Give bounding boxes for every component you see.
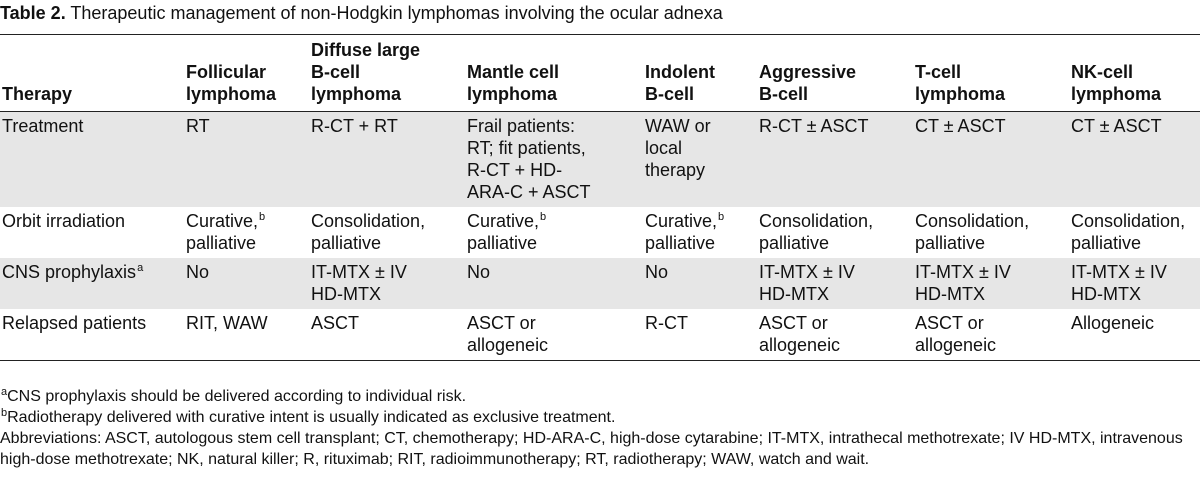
row-label-text: Relapsed patients [2,313,147,333]
cell-text: HD-MTX [915,284,985,304]
table-cell [1071,112,1200,208]
column-header-line: lymphoma [1071,84,1162,104]
table-cell [759,207,915,258]
cell-text: Allogeneic [1071,313,1155,333]
column-header-line: T-cell [915,62,962,82]
cell-text: local [645,138,683,158]
cell-text: palliative [311,233,382,253]
cell-line [759,115,909,137]
cell-text: R-CT ± ASCT [759,116,869,136]
column-header-line: NK-cell [1071,62,1134,82]
table-cell [186,112,311,208]
footnote-b-text: Radiotherapy delivered with curative intent is usually indicated as exclusive treatment. [7,409,616,426]
cell-line [759,334,909,356]
table-cell [645,258,759,309]
footnote-marker: b [540,211,547,223]
table-body [0,112,1200,361]
column-header-line: Therapy [2,84,73,104]
cell-line [1071,115,1194,137]
cell-line [1071,232,1194,254]
column-header [759,35,915,112]
table-container [0,34,1200,361]
footnote-a [0,386,1190,407]
cell-line [1071,312,1194,334]
cell-line [915,283,1065,305]
cell-line [186,261,305,283]
column-header-line: B-cell [311,62,361,82]
table-cell [186,207,311,258]
cell-line [645,261,753,283]
footnote-a-mark: a [1,385,8,398]
cell-text: ASCT or [467,313,536,333]
cell-text: ARA-C + ASCT [467,182,591,202]
table-cell [467,309,645,361]
cell-text: CT ± ASCT [1071,116,1162,136]
cell-line [467,261,639,283]
table-cell [311,309,467,361]
cell-text: RT [186,116,210,136]
cell-text: WAW or [645,116,711,136]
row-label [0,309,186,361]
table-cell [311,112,467,208]
cell-line [645,232,753,254]
cell-line [915,261,1065,283]
cell-line [1071,283,1194,305]
cell-text: Curative, [186,211,259,231]
footnote-b-mark: b [1,406,8,419]
cell-line [645,137,753,159]
cell-text: Curative, [467,211,540,231]
cell-text: RT; fit patients, [467,138,586,158]
cell-line [759,283,909,305]
column-header [311,35,467,112]
cell-text: Consolidation, [1071,211,1186,231]
table-row [0,309,1200,361]
table-cell [1071,207,1200,258]
column-header [186,35,311,112]
cell-line [311,232,461,254]
cell-line [311,115,461,137]
table-cell [759,112,915,208]
table-cell [915,207,1071,258]
cell-text: HD-MTX [311,284,381,304]
cell-line [759,261,909,283]
column-header [645,35,759,112]
table-caption-text: Therapeutic management of non-Hodgkin lymphomas involving the ocular adnexa [70,3,723,23]
cell-line [915,210,1065,232]
cell-line [467,334,639,356]
column-header-line: Mantle cell [467,62,560,82]
cell-text: ASCT or [759,313,828,333]
cell-line [467,159,639,181]
cell-line [311,261,461,283]
cell-line [645,210,753,232]
table-cell [467,258,645,309]
cell-line [915,115,1065,137]
table-cell [467,112,645,208]
cell-line [1071,261,1194,283]
cell-line [467,137,639,159]
footnote-marker: b [718,211,725,223]
cell-line [186,312,305,334]
row-label-text: Treatment [2,116,84,136]
column-header-line: lymphoma [915,84,1006,104]
table-cell [467,207,645,258]
table-cell [759,258,915,309]
cell-line [186,115,305,137]
table-cell [186,258,311,309]
footnote-marker: a [137,262,144,274]
cell-text: palliative [1071,233,1142,253]
footnote-marker: b [259,211,266,223]
cell-text: IT-MTX ± IV [1071,262,1167,282]
column-header [0,35,186,112]
column-header-line: lymphoma [311,84,402,104]
cell-text: allogeneic [915,335,997,355]
cell-line [186,232,305,254]
cell-text: No [645,262,669,282]
table-cell [645,309,759,361]
table-cell [759,309,915,361]
column-header-line: lymphoma [467,84,558,104]
cell-text: Consolidation, [311,211,426,231]
cell-line [186,210,305,232]
table-cell [1071,309,1200,361]
cell-line [645,312,753,334]
cell-text: R-CT + RT [311,116,398,136]
cell-line [915,232,1065,254]
table-caption [0,0,723,26]
cell-line [759,312,909,334]
cell-text: palliative [467,233,538,253]
cell-text: ASCT or [915,313,984,333]
cell-line [915,334,1065,356]
row-label [0,258,186,309]
table-row [0,112,1200,208]
table-cell [311,207,467,258]
cell-line [645,115,753,137]
cell-line [311,210,461,232]
cell-text: IT-MTX ± IV [759,262,855,282]
cell-text: CT ± ASCT [915,116,1006,136]
table-cell [645,112,759,208]
footnote-b [0,407,1190,428]
column-header-line: B-cell [759,84,809,104]
cell-line [645,159,753,181]
cell-text: palliative [645,233,716,253]
cell-line [311,312,461,334]
footnote-abbreviations: Abbreviations: ASCT, autologous stem cell transplant; CT, chemotherapy; HD-ARA-C, high-dose cytarabine; IT-MTX, intrathecal methotrexate; IV HD-MTX, intravenous high-dose methotrexate; NK, natural killer; R, rituximab; RIT, radioimmunotherapy; RT, radiotherapy; WAW, watch and wait. [0,430,1183,468]
table-cell [186,309,311,361]
cell-text: IT-MTX ± IV [311,262,407,282]
cell-text: RIT, WAW [186,313,268,333]
cell-text: IT-MTX ± IV [915,262,1011,282]
cell-text: No [186,262,210,282]
cell-line [915,312,1065,334]
table-cell [915,112,1071,208]
column-header-line: B-cell [645,84,695,104]
table-cell [915,258,1071,309]
column-header-line: Follicular [186,62,267,82]
cell-text: therapy [645,160,706,180]
cell-line [467,312,639,334]
cell-text: HD-MTX [1071,284,1141,304]
table-footnotes [0,386,1190,470]
column-header [467,35,645,112]
lymphoma-table [0,34,1200,361]
column-header [1071,35,1200,112]
cell-line [759,210,909,232]
cell-text: Frail patients: [467,116,576,136]
cell-text: HD-MTX [759,284,829,304]
cell-line [311,283,461,305]
cell-text: No [467,262,491,282]
cell-text: allogeneic [467,335,549,355]
table-cell [1071,258,1200,309]
row-label-text: Orbit irradiation [2,211,126,231]
column-header [915,35,1071,112]
table-row [0,258,1200,309]
table-row [0,207,1200,258]
table-header-row [0,35,1200,112]
cell-text: Consolidation, [759,211,874,231]
row-label [0,112,186,208]
table-cell [311,258,467,309]
table-cell [645,207,759,258]
column-header-line: Indolent [645,62,715,82]
footnote-a-text: CNS prophylaxis should be delivered according to individual risk. [7,388,467,405]
cell-text: palliative [186,233,257,253]
cell-line [759,232,909,254]
cell-text: allogeneic [759,335,841,355]
column-header-line: Aggressive [759,62,857,82]
cell-line [467,210,639,232]
column-header-line: Diffuse large [311,40,421,60]
cell-line [1071,210,1194,232]
table-cell [915,309,1071,361]
cell-line [467,232,639,254]
cell-text: Curative, [645,211,718,231]
row-label-text: CNS prophylaxis [2,262,137,282]
cell-text: R-CT [645,313,688,333]
table-caption-label: Table 2. [0,3,66,23]
cell-line [467,115,639,137]
cell-line [467,181,639,203]
cell-text: palliative [759,233,830,253]
cell-text: Consolidation, [915,211,1030,231]
row-label [0,207,186,258]
cell-text: ASCT [311,313,360,333]
cell-text: R-CT + HD- [467,160,563,180]
cell-text: palliative [915,233,986,253]
column-header-line: lymphoma [186,84,277,104]
